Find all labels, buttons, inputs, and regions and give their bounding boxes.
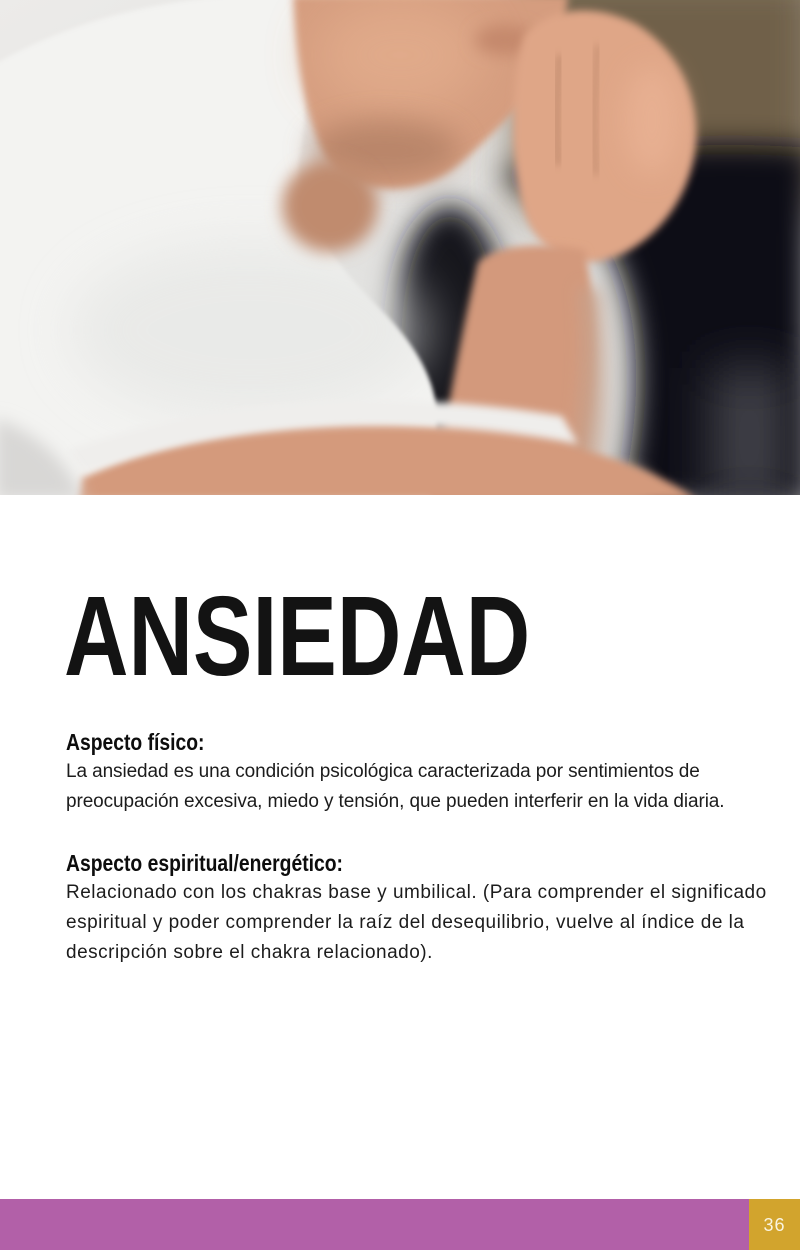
page-number-box: [749, 1199, 800, 1250]
body-line: espiritual y poder comprender la raíz del desequilibrio, vuelve al índice de la: [66, 912, 745, 933]
body-line: preocupación excesiva, miedo y tensión, que pueden interferir en la vida diaria.: [66, 791, 725, 812]
section-heading-espiritual: Aspecto espiritual/energético:: [66, 850, 343, 876]
page-title: ANSIEDAD: [64, 573, 531, 699]
body-line: Relacionado con los chakras base y umbilical. (Para comprender el significado: [66, 882, 767, 903]
section-heading-fisico: Aspecto físico:: [66, 729, 205, 755]
content-area: [66, 727, 766, 968]
person-biting-nails-photo: [0, 0, 800, 495]
page-number: 36: [763, 1214, 786, 1235]
section-aspecto-espiritual: [66, 848, 766, 968]
body-line: descripción sobre el chakra relacionado).: [66, 942, 433, 963]
section-aspecto-fisico: [66, 727, 766, 817]
body-line: La ansiedad es una condición psicológica caracterizada por sentimientos de: [66, 761, 700, 782]
photo-illustration: [0, 0, 800, 495]
footer-accent-bar: [0, 1199, 800, 1250]
